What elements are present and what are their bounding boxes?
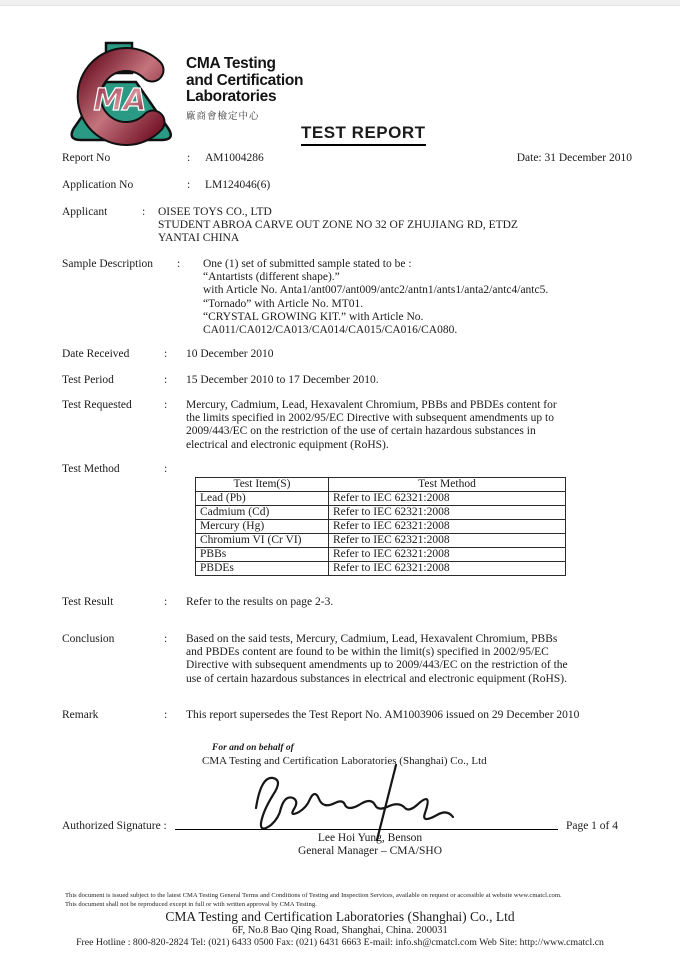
footer-address: 6F, No.8 Bao Qing Road, Shanghai, China. 200031 [232,925,448,936]
test-method-cell: Refer to IEC 62321:2008 [329,492,566,506]
remark-label: Remark [62,709,99,721]
signer-title: General Manager – CMA/SHO [297,845,443,857]
colon: : [164,463,168,475]
table-row [196,492,566,506]
footer-company: CMA Testing and Certification Laboratories (Shanghai) Co., Ltd [165,909,515,924]
applicant-line: YANTAI CHINA [158,232,240,245]
colon: : [187,152,191,164]
report-no-row [62,152,634,165]
colon: : [164,709,168,721]
sample-description-value [203,258,548,337]
test-item-cell: Chromium VI (Cr VI) [196,534,329,548]
on-behalf-label: For and on behalf of [212,743,294,753]
date-received-value: 10 December 2010 [186,348,274,360]
applicant-value [158,206,518,246]
test-method-cell: Refer to IEC 62321:2008 [329,548,566,562]
conclusion-line: use of certain hazardous substances in electrical and electronic equipment (RoHS). [186,672,567,685]
test-method-cell: Refer to IEC 62321:2008 [329,534,566,548]
sample-line: CA011/CA012/CA013/CA014/CA015/CA016/CA080. [203,324,458,337]
test-requested-label: Test Requested [62,399,132,411]
colon: : [164,633,168,645]
sample-line: One (1) set of submitted sample stated to be : [203,258,412,270]
test-item-cell: Mercury (Hg) [196,520,329,534]
test-method-cell: Refer to IEC 62321:2008 [329,562,566,576]
test-requested-line: 2009/443/EC on the restriction of the use of certain hazardous substances in [186,425,536,438]
report-no-label: Report No [62,152,111,164]
document-title: TEST REPORT [301,123,426,146]
signer-name: Lee Hoi Yung, Benson [317,832,423,844]
colon: : [142,206,146,218]
sample-line: with Article No. Anta1/ant007/ant009/antc2/antn1/ants1/anta2/antc4/antc5. [203,284,549,297]
sample-line: “Tornado” with Article No. MT01. [203,297,364,310]
date-received-row [62,348,634,361]
conclusion-line: and PBDEs content are found to be within the limit(s) specified in 2002/95/EC [186,646,549,659]
colon: : [164,374,168,386]
applicant-label: Applicant [62,206,108,218]
test-item-cell: PBBs [196,548,329,562]
conclusion-line: Directive with subsequent amendments up to 2009/443/EC on the restriction of the [186,659,568,672]
logo-line-1: CMA Testing [186,55,276,72]
applicant-line: STUDENT ABROA CARVE OUT ZONE NO 32 OF ZHUJIANG RD, ETDZ [158,219,518,232]
colon: : [187,179,191,191]
sample-description-label: Sample Description [62,258,154,270]
table-row [196,506,566,520]
test-method-cell: Refer to IEC 62321:2008 [329,520,566,534]
test-requested-line: the limits specified in 2002/95/EC Directive with subsequent amendments up to [186,412,554,425]
table-row [196,520,566,534]
colon: : [164,399,168,411]
conclusion-row [62,633,634,686]
svg-text:MA: MA [93,83,147,118]
conclusion-value [186,633,568,686]
test-result-row [62,596,634,609]
conclusion-line: Based on the said tests, Mercury, Cadmium, Lead, Hexavalent Chromium, PBBs [186,633,558,645]
cma-logo-icon [64,40,180,148]
test-result-label: Test Result [62,596,114,608]
table-header-row [196,478,566,492]
colon: : [164,596,168,608]
signer-block [180,832,560,858]
authorized-signature-label: Authorized Signature : [62,820,167,832]
test-period-value: 15 December 2010 to 17 December 2010. [186,374,379,386]
test-period-row [62,374,634,387]
logo-company-name [186,56,303,125]
sample-line: “Antartists (different shape).” [203,271,340,284]
application-no-label: Application No [62,179,134,191]
sample-description-row [62,258,634,337]
sample-line: “CRYSTAL GROWING KIT.” with Article No. [203,310,424,323]
date-received-label: Date Received [62,348,130,360]
applicant-row [62,206,634,246]
footer-contact: Free Hotline : 800-820-2824 Tel: (021) 6433 0500 Fax: (021) 6431 6663 E-mail: info.sh@cmatcl.com Web Site: http://www.cmatcl.cn [76,937,604,948]
application-no-row [62,179,634,192]
test-period-label: Test Period [62,374,114,386]
scan-edge [0,0,680,6]
test-result-value: Refer to the results on page 2-3. [186,596,334,608]
report-no-value: AM1004286 [205,152,264,164]
remark-row [62,709,634,722]
test-requested-row [62,399,634,452]
signature-line [175,816,558,830]
test-requested-line: electrical and electronic equipment (RoHS). [186,438,389,451]
test-method-table [195,477,566,576]
colon: : [177,258,181,270]
colon: : [164,348,168,360]
application-no-value: LM124046(6) [205,179,271,191]
logo-line-3: Laboratories [186,88,277,105]
remark-value: This report supersedes the Test Report No. AM1003906 issued on 29 December 2010 [186,709,580,721]
terms-line-2: This document shall not be reproduced except in full or with written approval by CMA Testing. [65,901,317,908]
terms-line-1: This document is issued subject to the latest CMA Testing General Terms and Conditions of Testing and Inspection Services, available on request or accessible at website www.cmatcl.com. [65,892,562,899]
test-item-cell: Lead (Pb) [196,492,329,506]
test-item-cell: PBDEs [196,562,329,576]
col-header-test-method: Test Method [329,478,566,492]
test-requested-value [186,399,557,452]
authorized-signature-row [62,816,618,832]
test-method-label: Test Method [62,463,120,475]
test-item-cell: Cadmium (Cd) [196,506,329,520]
table-row [196,534,566,548]
page-number: Page 1 of 4 [565,820,618,832]
signature-section [0,740,680,876]
applicant-line: OISEE TOYS CO., LTD [158,206,272,218]
test-method-row [62,463,634,476]
logo-chinese-name: 廠商會檢定中心 [186,110,260,122]
test-requested-line: Mercury, Cadmium, Lead, Hexavalent Chromium, PBBs and PBDEs content for [186,399,557,411]
table-row [196,548,566,562]
signature-company: CMA Testing and Certification Laboratories (Shanghai) Co., Ltd [202,755,487,767]
report-date: Date: 31 December 2010 [516,152,632,164]
logo-line-2: and Certification [186,71,304,89]
col-header-test-item: Test Item(S) [196,478,329,492]
table-row [196,562,566,576]
conclusion-label: Conclusion [62,633,115,645]
test-method-cell: Refer to IEC 62321:2008 [329,506,566,520]
